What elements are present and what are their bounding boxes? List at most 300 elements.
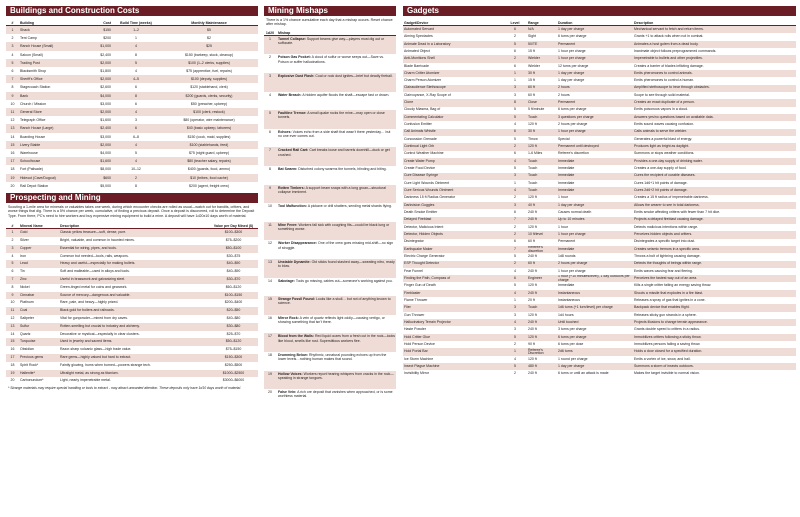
mineral-cell: Ultralight metal, as strong as titanium.: [59, 370, 209, 378]
gadget-cell: Cloudy Miasma, Bag of: [404, 107, 441, 112]
gadget-cell: 2 hours per charge: [558, 122, 588, 127]
gadget-cell: 40 ft: [527, 202, 557, 209]
building-cell: 3: [135, 118, 137, 123]
gadget-row: [403, 107, 796, 114]
gadget-cell: 8: [503, 99, 527, 106]
mishap-row: [264, 185, 396, 204]
gadget-cell: 1-6 Miles: [528, 151, 543, 156]
mineral-header-cell: Value per Day Mined ($): [209, 220, 258, 229]
mineral-cell: Used in jewelry and sacred items.: [59, 338, 209, 346]
mineral-row: [6, 331, 258, 339]
gadget-cell: Makes the target invisible to normal vision.: [634, 371, 700, 376]
gadget-header-cell: Level: [503, 17, 527, 26]
gadget-cell: 15 ft: [528, 48, 535, 53]
gadget-cell: Produces light as bright as daylight.: [633, 143, 796, 150]
building-cell: Blacksmith Shop: [20, 69, 47, 74]
gadget-cell: Immediate: [558, 166, 575, 171]
mishap-roll: 11: [268, 222, 272, 227]
mishap-description: Disturbed colony swarms the tunnels, blinding and biting.: [298, 166, 387, 171]
gadget-cell: 3: [514, 92, 516, 97]
gadget-cell: Permanent: [557, 41, 633, 48]
mineral-cell: Useful in brasswork and galvanizing steel.: [59, 276, 209, 284]
mineral-cell: $20–$50: [209, 307, 258, 315]
building-cell: $80 (teacher salary, repairs): [160, 157, 258, 165]
mishap-row: [264, 240, 396, 259]
mishap-text: [276, 315, 396, 334]
mineral-cell: 14: [10, 331, 15, 336]
gadget-cell: Impenetrable to bullets and other projectiles.: [633, 55, 796, 62]
gadget-cell: Summons or stops weather conditions.: [634, 151, 695, 156]
gadget-row: [403, 165, 796, 172]
gadget-cell: 240 ft: [527, 290, 557, 297]
building-cell: Bank: [19, 92, 85, 100]
mineral-cell: 8: [11, 284, 14, 289]
mineral-cell: 12: [10, 316, 15, 321]
mishap-name: Tool Malfunction:: [278, 204, 307, 209]
building-cell: 5: [6, 59, 19, 67]
gadget-cell: Projects a delayed fireblast causing damage.: [633, 217, 796, 224]
gadget-cell: 3: [503, 304, 527, 311]
building-cell: $400 (guards, food, ammo): [187, 167, 231, 172]
building-cell: $200 (guards, clerks, security): [160, 92, 258, 100]
gadget-cell: Wielder: [528, 63, 540, 68]
gadget-cell: 5: [503, 114, 527, 121]
building-row: [6, 174, 258, 182]
mineral-cell: Classic yellow treasure—soft, dense, pure.: [59, 229, 209, 237]
gadget-cell: 240 ft: [528, 268, 537, 273]
gadget-cell: 6 turns per charge: [558, 34, 587, 39]
mineral-row: [6, 377, 258, 385]
mishap-text: [276, 166, 396, 185]
mineral-cell: $30–$70: [209, 276, 258, 284]
mishap-roll: 20: [268, 390, 272, 395]
gadget-cell: Delayed Fireblast: [403, 217, 503, 224]
building-cell: $4,000: [85, 92, 112, 100]
mineral-row: [6, 292, 258, 300]
mishap-row: [264, 296, 396, 315]
gadget-cell: Disintegrates a specific target into dust.: [634, 239, 696, 244]
gadget-cell: 2 hours: [558, 92, 570, 97]
gadget-cell: 120 ft: [528, 283, 537, 288]
gadget-cell: Clone: [403, 99, 503, 106]
mineral-cell: Lead: [19, 260, 59, 268]
gadget-row: [403, 187, 796, 194]
gadget-cell: 60 ft: [527, 261, 557, 268]
building-cell: Stagecoach Station: [20, 85, 51, 90]
gadget-cell: Invisibility Mirror: [404, 371, 430, 376]
gadget-cell: 3: [503, 202, 527, 209]
building-cell: 8: [11, 85, 14, 90]
gadget-cell: Insect Plague Machine: [403, 363, 503, 370]
building-cell: $5: [160, 26, 258, 35]
mineral-cell: Obsidian: [20, 347, 34, 352]
gadget-cell: Emits pheromones to control a human.: [634, 78, 695, 83]
gadget-cell: 5: [503, 334, 527, 341]
mishap-row: [264, 73, 396, 92]
gadget-row: [403, 129, 796, 136]
mineral-row: [6, 276, 258, 284]
building-cell: Livery Stable: [19, 141, 85, 149]
gadget-cell: 120 ft: [527, 143, 557, 150]
building-cell: 3: [6, 42, 19, 50]
gadget-cell: 60 ft: [527, 85, 557, 92]
gadget-cell: Creates an exact duplicate of a person.: [633, 99, 796, 106]
mineral-row: [6, 338, 258, 346]
mishap-description: Tools go missing, cables cut—someone's working against you.: [295, 278, 393, 283]
building-cell: Hideout (Cave/Dugout): [19, 174, 85, 182]
gadget-cell: Creates seismic tremors in a specific area.: [633, 246, 796, 253]
mishap-row: [264, 222, 396, 241]
building-cell: $4,000: [100, 151, 111, 156]
building-cell: $200 (agent, freight crew): [189, 183, 229, 188]
mishap-text: [276, 185, 396, 204]
gadget-cell: 6 turns per charge: [558, 107, 587, 112]
gadget-cell: 240 ft: [528, 327, 537, 332]
gadget-cell: Throws a bolt of lightning causing damage.: [634, 254, 701, 259]
gadget-cell: Sight: [528, 34, 536, 39]
gadget-cell: Projects illusions to change terrain appearance.: [633, 319, 796, 326]
building-cell: 20: [10, 183, 15, 188]
gadget-cell: Creates a one-day supply of food.: [634, 166, 687, 171]
gadgets-header-row: [403, 17, 796, 26]
building-cell: 6: [112, 124, 160, 132]
gadget-cell: 6: [514, 239, 516, 244]
gadget-cell: 5: [514, 136, 516, 141]
gadget-cell: Touch: [527, 173, 557, 180]
gadget-cell: 15 ft: [528, 78, 535, 83]
mineral-cell: 1: [6, 229, 19, 237]
gadget-cell: Animate Dead in a Laboratory: [403, 41, 503, 48]
mishap-roll: 3: [269, 74, 271, 78]
mishap-name: Faultline Tremor:: [278, 111, 307, 116]
minerals-table: [6, 220, 258, 385]
building-row: [6, 149, 258, 157]
mishap-roll: 7: [269, 148, 271, 153]
gadget-cell: Create Water Pump: [403, 158, 503, 165]
mishap-name: Rotten Timbers:: [278, 185, 305, 190]
gadget-row: [403, 253, 796, 260]
mishap-row: [264, 352, 396, 371]
building-header-cell: Monthly Maintenance: [160, 17, 258, 26]
gadget-cell: Emits waves causing fear and fleeing.: [634, 268, 693, 273]
gadget-cell: 6: [503, 26, 527, 34]
gadget-cell: 6: [514, 151, 516, 156]
gadget-cell: Darkness 15 ft Radius Generator: [404, 195, 456, 200]
mineral-cell: 4: [11, 253, 14, 258]
building-cell: 4: [112, 141, 160, 149]
middle-column: [264, 6, 396, 408]
gadget-row: [403, 297, 796, 304]
mishap-row: [264, 371, 396, 390]
building-cell: $600: [85, 174, 112, 182]
gadget-row: [403, 85, 796, 92]
gadget-cell: 2: [503, 231, 527, 238]
mineral-cell: $30–$75: [226, 253, 241, 258]
gadget-cell: 120 ft: [528, 312, 537, 317]
building-cell: 15: [6, 141, 19, 149]
building-cell: General Store: [19, 108, 85, 116]
mishap-row: [264, 278, 396, 297]
gadget-cell: 1 day per charge: [558, 78, 585, 83]
mishap-row: [264, 333, 396, 352]
mineral-cell: Carbonundum*: [20, 378, 44, 383]
mishap-row: [264, 166, 396, 185]
gadget-cell: Causes normal death: [558, 210, 592, 215]
gadget-cell: 2: [514, 195, 516, 200]
mineral-cell: $75–$150: [225, 347, 242, 352]
mishap-name: Mirror Rock:: [278, 315, 299, 320]
mineral-cell: 6: [11, 269, 14, 274]
gadget-cell: Creates a barrier of blades inflicting damage.: [634, 63, 704, 68]
gadget-cell: Immediate: [558, 180, 575, 185]
gadget-cell: Throw: [528, 136, 538, 141]
building-cell: 5: [135, 151, 137, 156]
mineral-row: [6, 346, 258, 354]
gadget-row: [403, 173, 796, 180]
gadget-cell: 6 turns or until an attack is made: [558, 371, 609, 376]
mishap-name: Poison Gas Pocket:: [278, 55, 311, 60]
mishaps-intro: There is a 1% chance cumulative each day that a mishap occurs. Reset chance after mishap.: [266, 18, 393, 27]
building-cell: 2: [11, 36, 14, 41]
mineral-cell: 16: [10, 347, 15, 352]
gadget-cell: 1d8 rounds: [558, 254, 576, 259]
mineral-row: [6, 268, 258, 276]
mishap-roll: 6: [269, 129, 271, 134]
gadget-cell: Clairaudience Stethoscope: [403, 85, 503, 92]
building-cell: $75 (apprentice, fuel, repairs): [186, 69, 232, 74]
mishap-description: Rhythmic, unnatural pounding echoes up from the lower levels…nothing human makes that sound.: [278, 352, 387, 362]
building-row: [6, 83, 258, 91]
left-column: [6, 6, 258, 391]
mishap-description: Old sticks found stashed away—sweating nitro, ready to blow.: [278, 259, 395, 269]
gadget-cell: Mechanical servant to fetch and return items.: [633, 26, 796, 34]
gadget-cell: 4: [503, 158, 527, 165]
gadget-row: [403, 33, 796, 40]
gadget-cell: 50/TE: [527, 41, 557, 48]
gadget-cell: Cure Light Wounds Ointment: [404, 180, 450, 185]
building-row: [6, 26, 258, 35]
gadget-cell: 20 ft: [528, 298, 535, 302]
mishap-description: A support beam snaps with a long groan—structural collapse imminent.: [278, 185, 386, 194]
mishap-description: Support beams give way—players must dig out or suffocate.: [278, 36, 385, 46]
gadget-cell: Special: [558, 136, 570, 141]
building-cell: $1,600: [85, 157, 112, 165]
buildings-header-row: [6, 17, 258, 26]
mishap-name: Tunnel Collapse:: [278, 36, 306, 41]
gadget-cell: 5 ft/minute: [528, 107, 545, 112]
minerals-body: [6, 229, 258, 385]
mishap-text: [276, 73, 396, 92]
mineral-cell: Black gold for boilers and railroads.: [59, 307, 209, 315]
gadget-cell: Backpack device that enables flight.: [633, 304, 796, 311]
mineral-row: [6, 362, 258, 370]
mishap-name: Blood from the Walls:: [278, 334, 315, 339]
prospecting-intro: Scouting a 1-mile area for minerals or valuables takes one week, during which encounter checks are rolled as usual—watch out for bandits, critters, and worse things that dig. There is a 5% chance per week, cumulative, of finding a precious deposit. Once a deposit is discovered, roll to determine the Deposit Type. From there, PC's need to hire workers and buy expensive mining equipment to build a mine. A deposit will have 1d20x10 days worth of material.: [8, 205, 255, 218]
gadget-row: [403, 334, 796, 341]
gadget-cell: Grants +1 to attack rolls when not in combat.: [634, 34, 704, 39]
mishap-row: [264, 389, 396, 408]
mineral-cell: 15: [6, 338, 19, 346]
mineral-cell: Rare gems—highly valued but hard to extract.: [59, 354, 209, 362]
gadget-cell: Touch: [527, 304, 557, 311]
building-cell: 4: [135, 69, 137, 74]
gadget-cell: Engineer: [527, 275, 557, 282]
mineral-cell: Heavy and useful—especially for making bullets.: [59, 260, 209, 268]
gadget-cell: Continual Light Orb: [403, 143, 503, 150]
gadget-row: [403, 195, 796, 202]
gadget-cell: Close: [527, 99, 557, 106]
gadget-cell: 1 day per charge: [557, 202, 633, 209]
gadget-cell: 1 day per charge: [557, 26, 633, 34]
gadget-cell: 6 turns per dose: [558, 341, 584, 346]
gadget-cell: Concussion Grenade: [404, 136, 437, 141]
gadget-cell: Referee's discretion: [527, 246, 557, 253]
gadget-cell: Amplified stethoscope to hear through obstacles.: [633, 85, 796, 92]
building-cell: 1–2: [112, 26, 160, 35]
building-row: [6, 116, 258, 124]
mishap-description: A vein of quartz reflects light oddly—causing vertigo, or showing something that isn't there.: [278, 315, 385, 324]
gadget-cell: Immediate: [557, 246, 633, 253]
mineral-cell: 18: [10, 362, 15, 367]
gadget-cell: 1: [503, 348, 527, 355]
gadget-cell: 60 ft: [528, 92, 535, 97]
gadget-row: [403, 136, 796, 143]
gadget-cell: 4: [514, 356, 516, 361]
gadget-cell: 60 ft: [528, 239, 535, 244]
gadget-row: [403, 304, 796, 311]
mishap-name: Drumming Below:: [278, 352, 308, 357]
building-row: [6, 108, 258, 116]
gadget-row: [403, 180, 796, 187]
gadget-cell: 1 hour: [558, 195, 568, 200]
gadgets-body: [403, 26, 796, 378]
gadget-cell: Provides a one-day supply of drinking water.: [633, 158, 796, 165]
mishap-name: Worker Disappearance:: [278, 241, 318, 246]
gadget-cell: 1 hour per charge: [558, 268, 586, 273]
gadget-row: [403, 290, 796, 297]
building-cell: $2,600: [100, 85, 111, 90]
gadget-cell: 120 ft: [528, 356, 537, 361]
mishap-roll: 19: [268, 371, 272, 376]
mineral-cell: Copper: [19, 245, 59, 253]
mineral-row: [6, 299, 258, 307]
building-cell: $1,000: [85, 42, 112, 50]
mineral-cell: Hallenite*: [19, 370, 59, 378]
mineral-cell: Zinc: [19, 276, 59, 284]
building-row: [6, 75, 258, 83]
mineral-cell: $60–$120: [225, 284, 242, 289]
gadget-cell: 240 ft: [527, 217, 557, 224]
mishap-description: Looks like a skull… but not of anything known to science.: [278, 297, 391, 306]
mineral-cell: Soft and malleable—used in alloys and tools.: [60, 269, 130, 274]
building-cell: $100 (1–2 clerks, supplies): [160, 59, 258, 67]
building-cell: $150 (cook, maid, supplies): [187, 134, 231, 139]
gadget-cell: Haste Powder: [404, 327, 426, 332]
building-header-cell: Cost: [85, 17, 112, 26]
mishap-text: [276, 203, 396, 222]
gadget-cell: Immobilizes critters following a sticky throw.: [633, 334, 796, 341]
gadget-cell: 240 ft: [528, 210, 537, 215]
mishap-text: [276, 92, 396, 111]
mineral-cell: Razor-sharp volcanic glass—high trade value.: [60, 347, 132, 352]
mineral-cell: $1000–$2500: [209, 370, 258, 378]
gadget-cell: 1d6 turns (+1 turn/level) per charge: [557, 304, 633, 311]
gadget-cell: 1 day per charge: [557, 70, 633, 77]
mineral-cell: Vital for gunpowder—mined from dry caves.: [60, 316, 129, 321]
mishap-description: Red liquid oozes from a fresh cut in the rock—looks like blood, smells like rust. Superstitious workers flee.: [278, 334, 395, 343]
gadget-cell: Control Weather Machine: [404, 151, 444, 156]
mishap-roll: 15: [268, 297, 272, 302]
gadget-cell: Touch: [527, 158, 557, 165]
gadget-row: [403, 282, 796, 289]
building-cell: $2,400: [85, 124, 112, 132]
gadget-cell: Emits poisonous vapors in a cloud.: [634, 107, 689, 112]
building-cell: Ranch House (Large): [19, 124, 85, 132]
gadget-row: [403, 70, 796, 77]
building-cell: 11: [6, 108, 19, 116]
mishap-row: [264, 203, 396, 222]
mineral-cell: 2: [11, 238, 14, 243]
mishap-row: [264, 129, 396, 148]
gadget-row: [403, 217, 796, 224]
mineral-cell: $75–$200: [225, 238, 242, 243]
building-cell: Shack: [19, 26, 85, 35]
building-cell: $2,000: [85, 59, 112, 67]
building-cell: 16: [10, 151, 15, 156]
gadget-row: [403, 63, 796, 70]
gadget-cell: Hallucinatory Terrain Projector: [403, 319, 503, 326]
mineral-cell: Decorative or mystical—especially in clear clusters.: [60, 331, 140, 336]
mishap-name: Strange Fossil Found:: [278, 297, 315, 302]
building-row: [6, 165, 258, 173]
building-cell: 4–5: [112, 75, 160, 83]
mishap-text: [276, 129, 396, 148]
building-cell: $3,000: [100, 101, 111, 106]
gadget-cell: 7: [503, 246, 527, 253]
gadget-cell: 5: [514, 107, 516, 112]
mishap-name: Sabotage:: [278, 278, 295, 283]
gadget-header-cell: Gadget/Device: [403, 17, 503, 26]
mineral-cell: Coal: [19, 307, 59, 315]
mineral-cell: $100–$150: [209, 292, 258, 300]
gadget-cell: Emits a vortex of ice, snow, and hail.: [634, 356, 691, 361]
mishap-row: [264, 92, 396, 111]
gadget-cell: Hold Portal Bar: [403, 348, 503, 355]
building-cell: $1,600: [100, 118, 111, 123]
mishap-roll: 9: [269, 185, 271, 190]
gadget-cell: Until touched: [557, 319, 633, 326]
building-cell: 12: [10, 118, 15, 123]
building-cell: 6: [135, 101, 137, 106]
gadget-cell: Grants double speed to critters in a radius.: [634, 327, 700, 332]
gadget-cell: Emits sound waves causing confusion.: [634, 122, 695, 127]
gadget-cell: 5: [514, 254, 516, 259]
building-cell: Tent Camp: [20, 36, 37, 41]
mishaps-title: Mining Mishaps: [264, 6, 396, 16]
mishap-name: Cracked Rail Cart:: [278, 148, 309, 153]
building-cell: 4: [112, 157, 160, 165]
gadget-cell: Automated Servant: [403, 26, 503, 34]
gadget-row: [403, 26, 796, 34]
mishap-roll: 16: [268, 315, 272, 320]
gadget-cell: Disintegrator: [404, 239, 424, 244]
gadget-cell: Gun Thrower: [404, 312, 425, 317]
mishap-name: Hollow Voices:: [278, 371, 303, 376]
building-cell: Telegraph Office: [20, 118, 46, 123]
mineral-header-cell: Mineral Name: [19, 220, 59, 229]
gadget-cell: Inanimate object follows preprogrammed commands.: [634, 48, 717, 53]
gadget-row: [403, 319, 796, 326]
